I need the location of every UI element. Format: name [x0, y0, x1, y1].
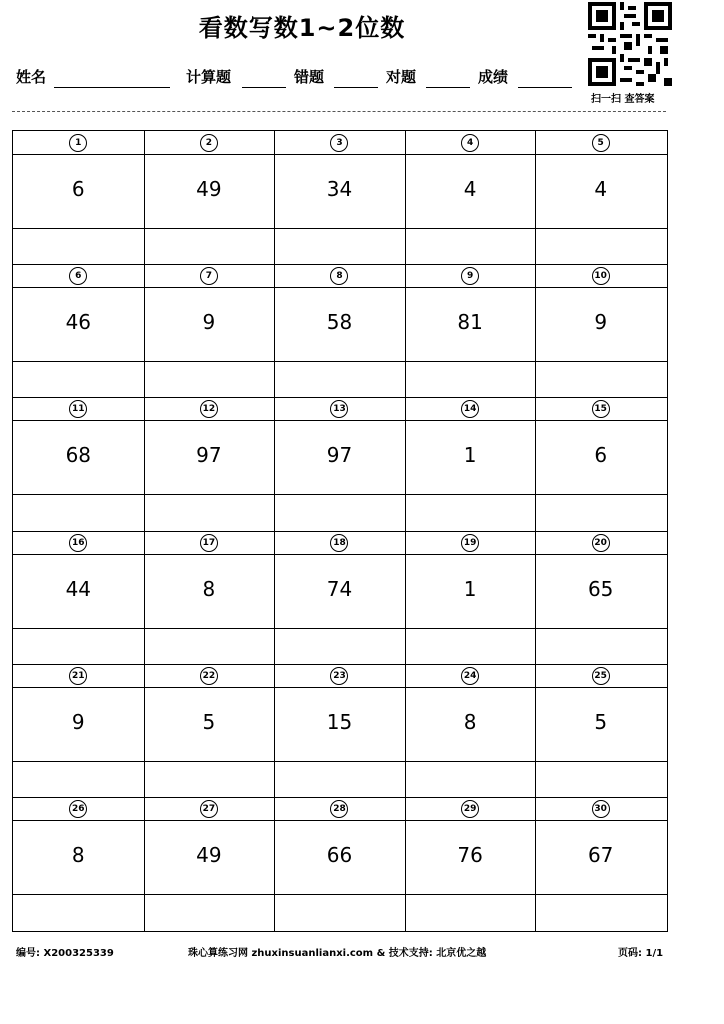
answer-box[interactable] [535, 228, 666, 264]
problem-cell [405, 131, 536, 264]
name-label: 姓名 [16, 68, 47, 86]
problem-value: 44 [65, 576, 92, 601]
grid-line [13, 797, 667, 798]
grid-line [405, 131, 406, 931]
problem-value: 65 [587, 576, 614, 601]
grid-line [274, 131, 275, 931]
grid-line [13, 264, 667, 265]
right-count-field[interactable] [426, 87, 470, 88]
problem-cell [535, 264, 666, 397]
problem-cell [274, 664, 405, 797]
name-field[interactable] [54, 87, 170, 88]
problem-number: 11 [69, 400, 87, 418]
problem-number: 8 [330, 267, 348, 285]
problem-cell [144, 131, 275, 264]
problem-cell [535, 531, 666, 664]
problem-cell [535, 397, 666, 530]
answer-box[interactable] [144, 494, 275, 530]
grid-line [13, 687, 667, 688]
answer-box[interactable] [274, 361, 405, 397]
problem-cell [144, 797, 275, 930]
wrong-count-label: 错题 [294, 68, 325, 86]
calc-count-field[interactable] [242, 87, 286, 88]
problem-value: 4 [594, 177, 608, 201]
grid-line [13, 761, 667, 762]
problem-number: 29 [461, 800, 479, 818]
problem-cell [535, 131, 666, 264]
answer-box[interactable] [144, 628, 275, 664]
answer-box[interactable] [274, 628, 405, 664]
problem-number: 1 [69, 134, 87, 152]
worksheet-title: 看数写数1~2位数 [198, 14, 406, 42]
grid-line [13, 628, 667, 629]
problem-cell [13, 397, 144, 530]
problem-value: 1 [463, 576, 477, 601]
problem-value: 8 [463, 709, 477, 734]
problem-cell [13, 131, 144, 264]
score-field[interactable] [518, 87, 572, 88]
problem-number: 27 [200, 800, 218, 818]
grid-line [13, 154, 667, 155]
problem-number: 16 [69, 534, 87, 552]
problem-cell [144, 264, 275, 397]
problem-number: 15 [592, 400, 610, 418]
grid-line [535, 131, 536, 931]
problem-number: 19 [461, 534, 479, 552]
problem-value: 49 [196, 177, 222, 201]
problem-cell [274, 264, 405, 397]
problem-number: 6 [69, 267, 87, 285]
problem-value: 74 [326, 576, 353, 601]
answer-box[interactable] [535, 761, 666, 797]
problem-value: 34 [326, 177, 353, 201]
answer-box[interactable] [405, 894, 536, 930]
problem-number: 9 [461, 267, 479, 285]
problem-cell [144, 531, 275, 664]
problem-number: 17 [200, 534, 218, 552]
answer-box[interactable] [535, 494, 666, 530]
problem-cell [13, 531, 144, 664]
problem-cell [274, 797, 405, 930]
problem-cell [405, 531, 536, 664]
problem-cell [274, 131, 405, 264]
page-number: 页码: 1/1 [618, 948, 664, 959]
problem-value: 46 [65, 310, 92, 335]
problem-value: 15 [326, 709, 353, 734]
problem-value: 9 [71, 709, 85, 734]
problem-number: 13 [330, 400, 348, 418]
problem-number: 23 [330, 667, 348, 685]
answer-box[interactable] [274, 494, 405, 530]
answer-box[interactable] [144, 228, 275, 264]
problem-number: 10 [592, 267, 610, 285]
problem-cell [405, 797, 536, 930]
problem-number: 30 [592, 800, 610, 818]
problem-value: 5 [594, 709, 608, 734]
grid-line [13, 420, 667, 421]
problem-cell [405, 397, 536, 530]
problem-value: 9 [594, 310, 608, 335]
problem-number: 3 [330, 134, 348, 152]
qr-code [586, 2, 674, 86]
answer-box[interactable] [13, 361, 144, 397]
problem-value: 58 [326, 310, 353, 335]
problem-value: 1 [463, 443, 477, 468]
problem-cell [13, 797, 144, 930]
grid-line [13, 894, 667, 895]
grid-line [13, 397, 667, 398]
problem-cell [144, 664, 275, 797]
problem-number: 22 [200, 667, 218, 685]
answer-box[interactable] [535, 894, 666, 930]
answer-box[interactable] [13, 894, 144, 930]
problem-number: 12 [200, 400, 218, 418]
answer-box[interactable] [535, 361, 666, 397]
problem-number: 18 [330, 534, 348, 552]
score-label: 成绩 [478, 68, 509, 86]
problem-value: 76 [457, 842, 483, 867]
problem-value: 66 [326, 842, 353, 867]
problem-cell [144, 397, 275, 530]
problem-value: 67 [587, 842, 614, 867]
problem-number: 5 [592, 134, 610, 152]
problem-number: 20 [592, 534, 610, 552]
serial-number: 编号: X200325339 [16, 948, 114, 959]
answer-box[interactable] [274, 894, 405, 930]
student-info-row [16, 66, 586, 90]
problem-number: 25 [592, 667, 610, 685]
calc-count-label: 计算题 [186, 68, 232, 86]
problem-cell [535, 664, 666, 797]
problem-number: 4 [461, 134, 479, 152]
problem-value: 49 [196, 842, 222, 867]
problem-cell [535, 797, 666, 930]
problem-cell [274, 531, 405, 664]
problem-value: 97 [326, 443, 353, 468]
grid-line [13, 228, 667, 229]
answer-box[interactable] [144, 761, 275, 797]
answer-box[interactable] [144, 894, 275, 930]
problem-number: 26 [69, 800, 87, 818]
answer-box[interactable] [13, 628, 144, 664]
answer-box[interactable] [405, 494, 536, 530]
answer-box[interactable] [274, 761, 405, 797]
grid-line [13, 287, 667, 288]
problem-number: 7 [200, 267, 218, 285]
right-count-label: 对题 [386, 68, 417, 86]
qr-caption: 扫一扫 查答案 [591, 94, 655, 105]
grid-line [13, 531, 667, 532]
answer-box[interactable] [405, 761, 536, 797]
problem-grid [12, 130, 668, 932]
problem-value: 68 [65, 443, 92, 468]
problem-value: 6 [594, 443, 608, 468]
problem-number: 2 [200, 134, 218, 152]
problem-value: 81 [457, 310, 483, 335]
answer-box[interactable] [274, 228, 405, 264]
problem-value: 8 [71, 842, 85, 867]
site-credit: 珠心算练习网 zhuxinsuanlianxi.com & 技术支持: 北京优之越 [188, 948, 487, 959]
answer-box[interactable] [405, 228, 536, 264]
answer-box[interactable] [13, 494, 144, 530]
problem-value: 8 [202, 576, 216, 601]
problem-value: 4 [463, 177, 477, 201]
answer-box[interactable] [144, 361, 275, 397]
grid-line [13, 494, 667, 495]
problem-value: 5 [202, 709, 216, 734]
problem-cell [274, 397, 405, 530]
grid-line [13, 361, 667, 362]
wrong-count-field[interactable] [334, 87, 378, 88]
grid-line [13, 820, 667, 821]
answer-box[interactable] [535, 628, 666, 664]
problem-cell [13, 264, 144, 397]
answer-box[interactable] [13, 761, 144, 797]
problem-cell [405, 664, 536, 797]
problem-value: 97 [196, 443, 222, 468]
problem-number: 28 [330, 800, 348, 818]
problem-number: 21 [69, 667, 87, 685]
answer-box[interactable] [405, 361, 536, 397]
cut-line [12, 111, 666, 112]
grid-line [13, 664, 667, 665]
answer-box[interactable] [405, 628, 536, 664]
problem-number: 14 [461, 400, 479, 418]
problem-cell [405, 264, 536, 397]
grid-line [13, 554, 667, 555]
problem-value: 6 [71, 177, 85, 201]
grid-line [144, 131, 145, 931]
problem-number: 24 [461, 667, 479, 685]
problem-cell [13, 664, 144, 797]
problem-value: 9 [202, 310, 216, 335]
answer-box[interactable] [13, 228, 144, 264]
